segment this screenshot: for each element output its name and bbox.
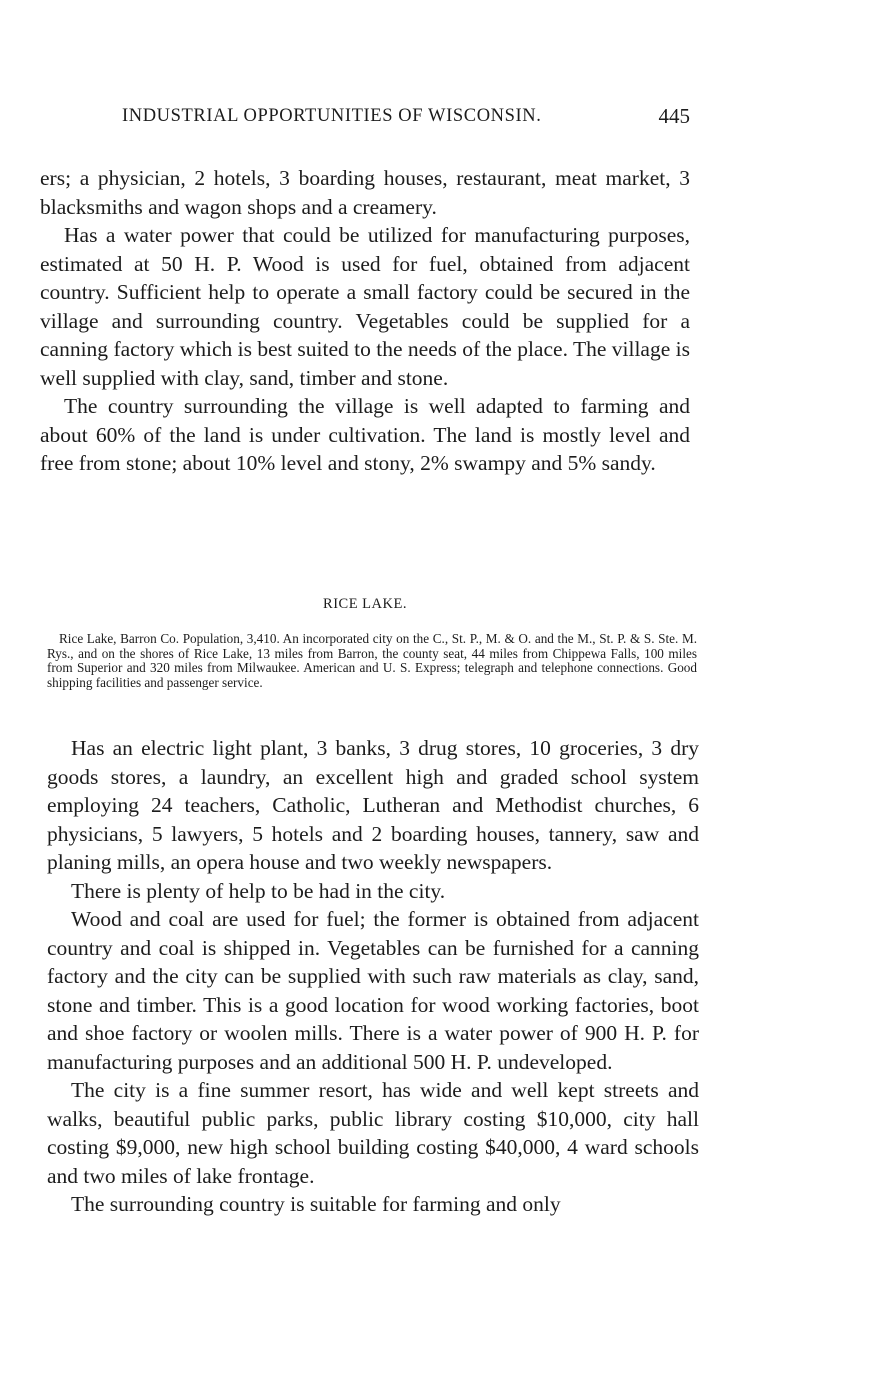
paragraph: ers; a physician, 2 hotels, 3 boarding houses, restaurant, meat market, 3 blacksmiths and wagon shops and a creamery.: [40, 166, 690, 219]
paragraph: Has an electric light plant, 3 banks, 3 drug stores, 10 groceries, 3 dry goods stores, a laundry, an excellent high and graded school system employing 24 teachers, Catholic, Lutheran and Methodist churches, 6 physicians, 5 lawyers, 5 hotels and 2 boarding houses, tannery, saw and planing mills, an opera house and two weekly newspapers.: [47, 736, 699, 874]
paragraph: The country surrounding the village is well adapted to farming and about 60% of the land is under cultivation. The land is mostly level and free from stone; about 10% level and stony, 2% swampy and 5% sandy.: [40, 394, 690, 475]
paragraph: There is plenty of help to be had in the city.: [71, 878, 446, 903]
paragraph: Has a water power that could be utilized for manufacturing purposes, estimated at 50 H. P. Wood is used for fuel, obtained from adjacent country. Sufficient help to operate a small factory could be secured in the village and surrounding country. Vegetables could be supplied for a canning factory which is best suited to the needs of the place. The village is well supplied with clay, sand, timber and stone.: [40, 223, 690, 390]
paragraph: The surrounding country is suitable for farming and only: [71, 1192, 561, 1216]
town-summary: Rice Lake, Barron Co. Population, 3,410. An incorporated city on the C., St. P., M. & O. and the M., St. P. & S. Ste. M. Rys., and on the shores of Rice Lake, 13 miles from Barron, the county seat, 44 miles from Chippewa Falls, 100 miles from Superior and 320 miles from Milwaukee. American and U. S. Express; telegraph and telephone connections. Good shipping facilities and passenger service.: [47, 631, 697, 690]
section-continuation: [40, 164, 690, 478]
paragraph: The city is a fine summer resort, has wide and well kept streets and walks, beautiful public parks, public library costing $10,000, city hall costing $9,000, new high school building costing $40,000, 4 ward schools and two miles of lake frontage.: [47, 1078, 699, 1188]
section-body: [47, 734, 699, 1219]
paragraph: Wood and coal are used for fuel; the former is obtained from adjacent country and coal is shipped in. Vegetables can be furnished for a canning factory and the city can be supplied with such raw materials as clay, sand, stone and timber. This is a good location for wood working factories, boot and shoe factory or woolen mills. There is a water power of 900 H. P. for manufacturing purposes and an additional 500 H. P. undeveloped.: [47, 907, 699, 1074]
running-title: INDUSTRIAL OPPORTUNITIES OF WISCONSIN.: [122, 106, 542, 126]
page-number: 445: [658, 104, 690, 128]
section-heading: RICE LAKE.: [323, 596, 407, 612]
